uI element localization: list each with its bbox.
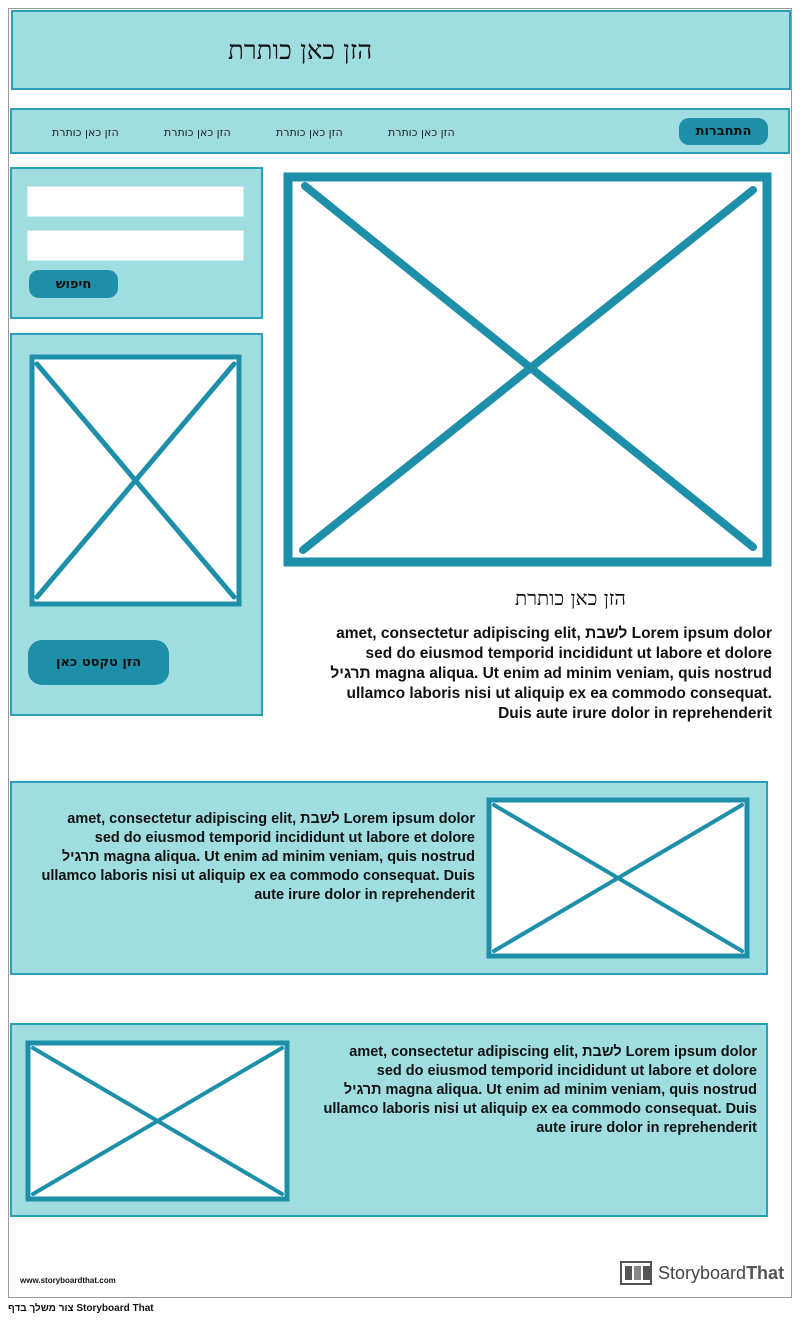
nav-item-2[interactable]: הזן כאן כותרת [164,126,231,139]
placeholder-image-icon [25,1040,290,1202]
paragraph-line: amet, consectetur adipiscing elit, לשבת Lorem ipsum dolor [67,811,475,827]
paragraph-line: ullamco laboris nisi ut aliquip ex ea commodo consequat. Duis [323,1101,757,1117]
paragraph-line: sed do eiusmod temporid incididunt ut labore et dolore [94,830,475,846]
paragraph-line: תרגיל magna aliqua. Ut enim ad minim veniam, quis nostrud [61,849,475,865]
paragraph-line: aute irure dolor in reprehenderit [536,1120,757,1136]
paragraph-line: sed do eiusmod temporid incididunt ut labore et dolore [376,1063,757,1079]
main-paragraph [270,624,772,724]
placeholder-image-icon [486,797,750,959]
header-banner [11,10,791,90]
login-button[interactable]: התחברות [679,118,768,145]
section3-paragraph [300,1043,757,1138]
credit-text: צור משלך בדף Storyboard That [8,1303,154,1314]
sidebar-text-button[interactable]: הזן טקסט כאן [28,640,169,685]
nav-item-1[interactable]: הזן כאן כותרת [52,126,119,139]
paragraph-line: תרגיל magna aliqua. Ut enim ad minim veniam, quis nostrud [330,665,772,682]
placeholder-image-icon [283,172,772,567]
section2-paragraph [20,810,475,905]
paragraph-line: amet, consectetur adipiscing elit, לשבת Lorem ipsum dolor [349,1044,757,1060]
nav-item-4[interactable]: הזן כאן כותרת [388,126,455,139]
paragraph-line: amet, consectetur adipiscing elit, לשבת Lorem ipsum dolor [336,625,772,642]
paragraph-line: aute irure dolor in reprehenderit [254,887,475,903]
search-field-2[interactable] [27,230,244,261]
search-button[interactable]: חיפוש [29,270,118,298]
page-title: הזן כאן כותרת [228,36,373,66]
paragraph-line: תרגיל magna aliqua. Ut enim ad minim veniam, quis nostrud [343,1082,757,1098]
storyboardthat-logo[interactable] [620,1261,784,1285]
paragraph-line: sed do eiusmod temporid incididunt ut labore et dolore [365,645,772,662]
paragraph-line: ullamco laboris nisi ut aliquip ex ea commodo consequat. [346,685,772,702]
storyboardthat-logo-icon [620,1261,652,1285]
main-subtitle: הזן כאן כותרת [515,586,626,610]
search-field-1[interactable] [27,186,244,217]
placeholder-image-icon [29,354,242,607]
paragraph-line: Duis aute irure dolor in reprehenderit [498,705,772,722]
footer-url[interactable]: www.storyboardthat.com [20,1276,116,1285]
nav-item-3[interactable]: הזן כאן כותרת [276,126,343,139]
logo-text: StoryboardThat [658,1262,785,1283]
paragraph-line: ullamco laboris nisi ut aliquip ex ea commodo consequat. Duis [41,868,475,884]
